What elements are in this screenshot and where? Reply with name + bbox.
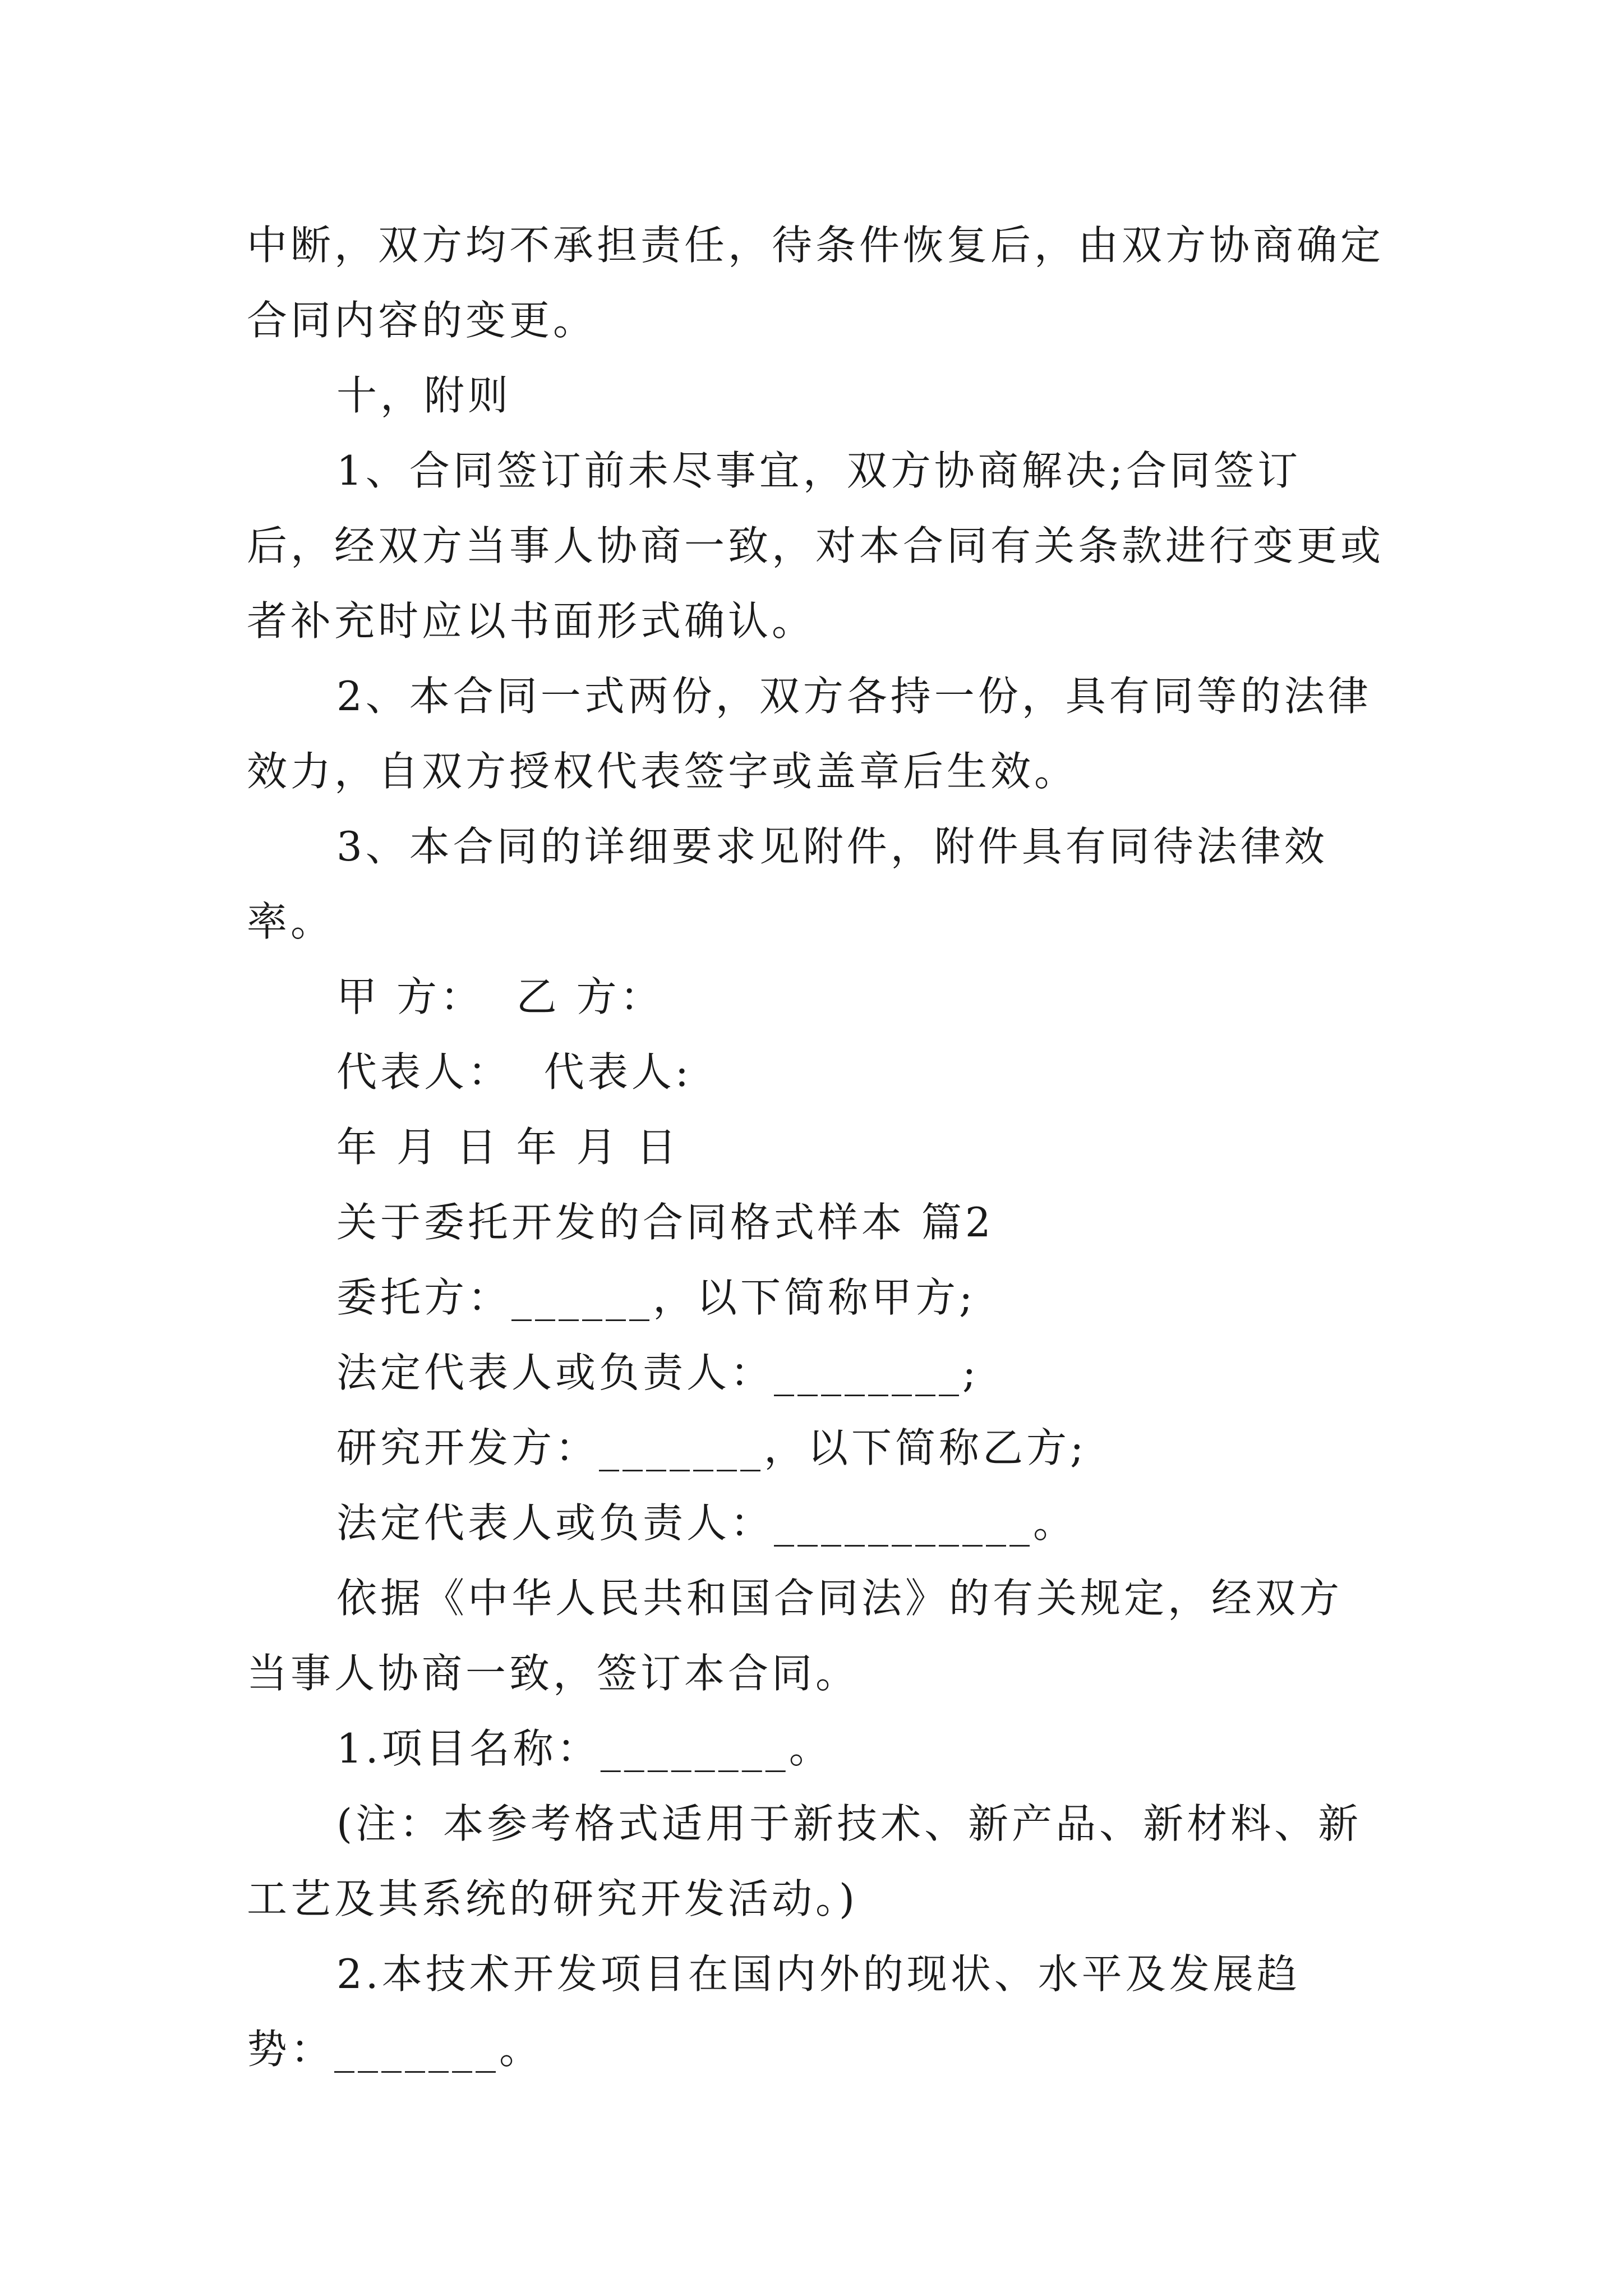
client-legal-rep-line: 法定代表人或负责人：________;	[336, 1349, 980, 1396]
date-line: 年 月 日 年 月 日	[336, 1124, 680, 1171]
contract-title-2: 关于委托开发的合同格式样本 篇2	[336, 1199, 994, 1246]
developer-party-line: 研究开发方：_______，以下简称乙方;	[336, 1424, 1087, 1471]
paragraph-clause-2: 2、本合同一式两份，双方各持一份，具有同等的法律效力，自双方授权代表签字或盖章后生效。	[247, 673, 1372, 795]
representative-line: 代表人： 代表人:	[336, 1048, 693, 1096]
paragraph-force-majeure-end: 中断，双方均不承担责任，待条件恢复后，由双方协商确定合同内容的变更。	[247, 222, 1385, 344]
document-body	[247, 208, 1385, 2087]
item-project-status: 2.本技术开发项目在国内外的现状、水平及发展趋势：_______。	[247, 1950, 1301, 2073]
developer-legal-rep-line: 法定代表人或负责人：___________。	[336, 1499, 1077, 1547]
paragraph-clause-3: 3、本合同的详细要求见附件，附件具有同待法律效率。	[247, 823, 1328, 945]
paragraph-clause-1: 1、合同签订前未尽事宜，双方协商解决;合同签订后，经双方当事人协商一致，对本合同有关条款进行变更或者补充时应以书面形式确认。	[247, 447, 1385, 645]
legal-basis-paragraph: 依据《中华人民共和国合同法》的有关规定，经双方当事人协商一致，签订本合同。	[247, 1575, 1343, 1697]
party-line: 甲 方： 乙 方：	[336, 973, 664, 1020]
item-project-name: 1.项目名称：________。	[336, 1725, 833, 1772]
note-paragraph: (注：本参考格式适用于新技术、新产品、新材料、新工艺及其系统的研究开发活动。)	[247, 1800, 1362, 1922]
client-party-line: 委托方：______，以下简称甲方;	[336, 1274, 976, 1321]
section-heading-appendix: 十，附则	[336, 372, 512, 419]
